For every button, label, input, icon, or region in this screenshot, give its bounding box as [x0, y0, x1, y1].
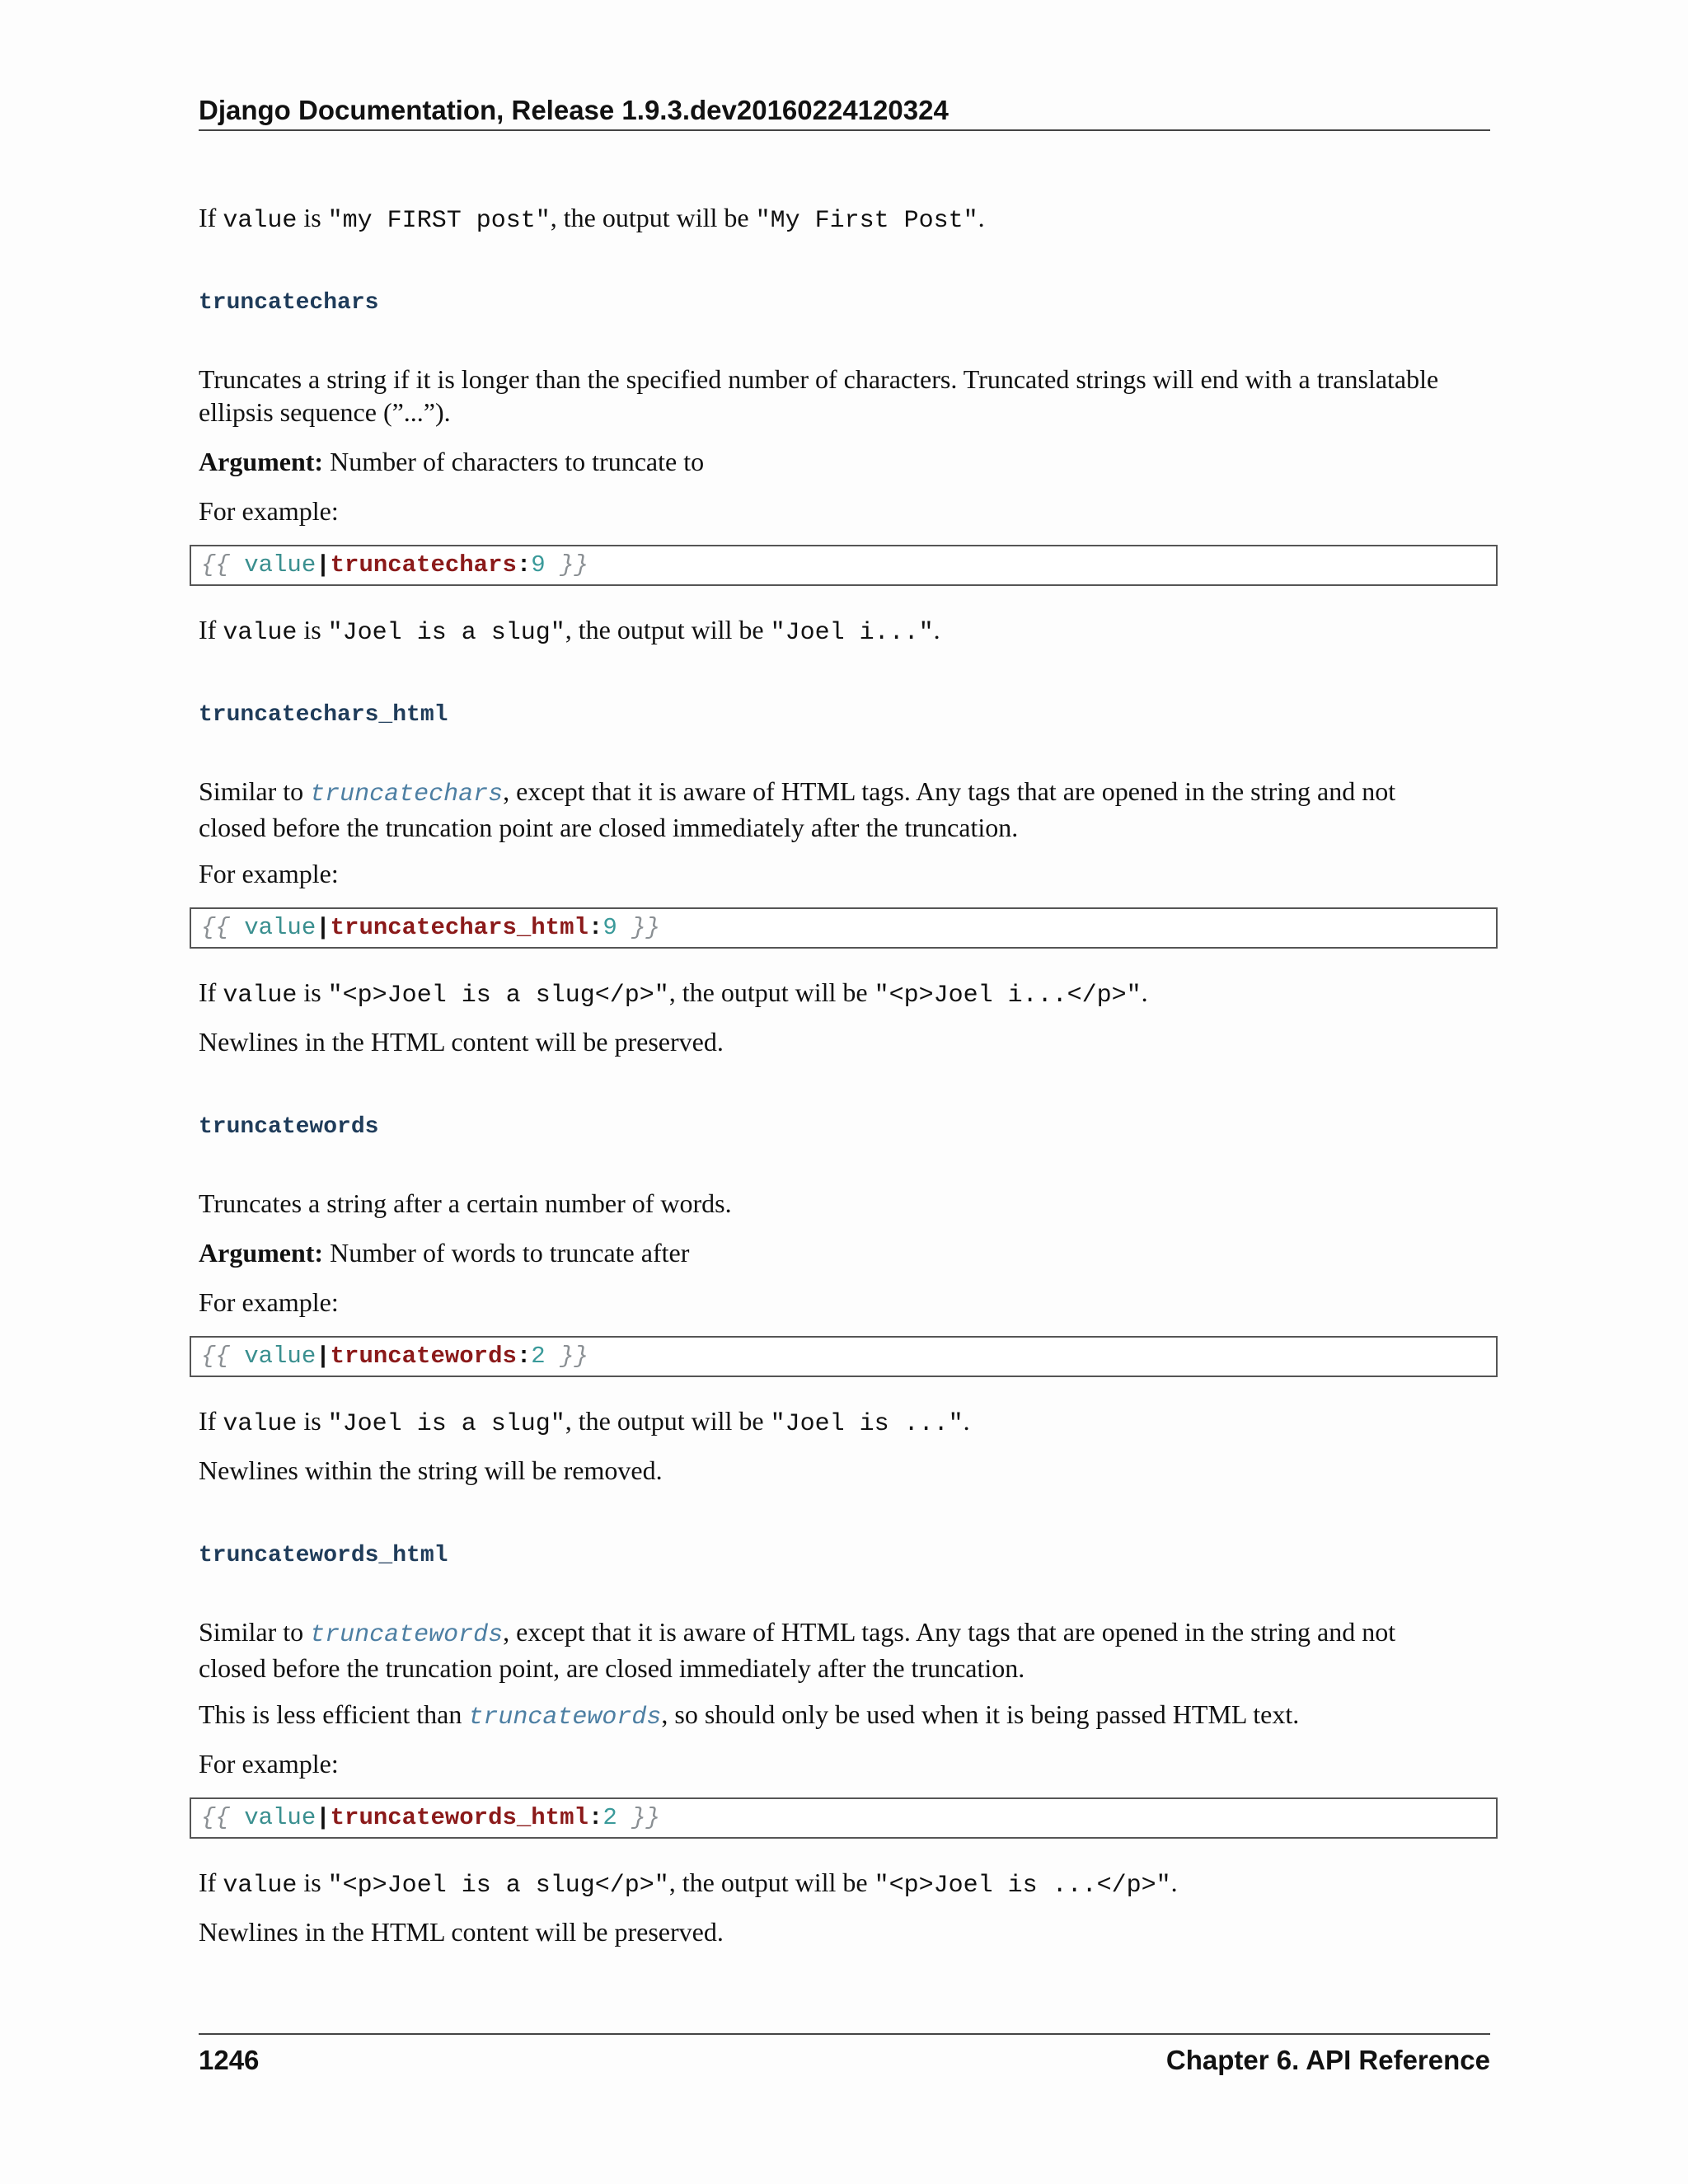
template-brace: }}: [617, 1804, 660, 1831]
code-example-truncatewords: [190, 1336, 1498, 1377]
text: , the output will be: [668, 1868, 874, 1897]
template-pipe: |: [316, 551, 331, 579]
code-literal: "<p>Joel is a slug</p>": [327, 982, 669, 1010]
template-colon: :: [588, 914, 603, 941]
text: .: [933, 615, 940, 644]
truncatewords-result: [199, 1404, 1490, 1441]
template-argument: 2: [531, 1343, 546, 1370]
text: , the output will be: [565, 1406, 771, 1436]
template-colon: :: [516, 551, 532, 579]
text: is: [297, 1868, 328, 1897]
text: is: [297, 203, 328, 232]
template-brace: {{: [201, 1343, 230, 1370]
code-literal: value: [223, 207, 298, 235]
template-filter: truncatewords: [330, 1343, 517, 1370]
code-example-truncatechars: [190, 545, 1498, 586]
code-literal: "Joel i...": [770, 619, 934, 647]
section-heading-truncatechars-html[interactable]: truncatechars_html: [199, 702, 448, 728]
template-variable: value: [229, 914, 316, 941]
text: , the output will be: [565, 615, 771, 644]
truncatewords-html-efficiency: [199, 1698, 1490, 1734]
template-pipe: |: [316, 1343, 331, 1370]
truncatewords-note: Newlines within the string will be removed.: [199, 1455, 663, 1485]
template-pipe: |: [316, 914, 331, 941]
truncatechars-html-description: [199, 775, 1490, 844]
template-filter: truncatechars: [330, 551, 517, 579]
template-brace: {{: [201, 914, 230, 941]
template-variable: value: [229, 551, 316, 579]
section-heading-truncatewords-html[interactable]: truncatewords_html: [199, 1543, 448, 1568]
text: .: [963, 1406, 970, 1436]
code-literal: value: [223, 1410, 298, 1438]
truncatewords-description: Truncates a string after a certain number of words.: [199, 1188, 732, 1218]
code-literal: "Joel is a slug": [327, 1410, 565, 1438]
text: If: [199, 615, 223, 644]
truncatechars-result: [199, 613, 1490, 649]
template-colon: :: [588, 1804, 603, 1831]
argument-text: Number of words to truncate after: [323, 1238, 690, 1268]
truncatewords-html-description: [199, 1615, 1490, 1685]
paragraph-line: closed before the truncation point are closed immediately after the truncation.: [199, 813, 1019, 842]
template-brace: }}: [545, 1343, 588, 1370]
text: , except that it is aware of HTML tags. Any tags that are opened in the string and not: [503, 1617, 1396, 1647]
example-label: For example:: [199, 859, 339, 888]
template-argument: 9: [531, 551, 546, 579]
code-literal: "<p>Joel is a slug</p>": [327, 1872, 669, 1900]
text: is: [297, 977, 328, 1007]
page-footer: [199, 2042, 1490, 2079]
code-example-truncatechars-html: [190, 907, 1498, 949]
template-variable: value: [229, 1804, 316, 1831]
page-number: 1246: [199, 2045, 260, 2075]
text: Similar to: [199, 1617, 311, 1647]
template-filter: truncatewords_html: [330, 1804, 588, 1831]
section-heading-truncatechars[interactable]: truncatechars: [199, 290, 379, 316]
code-literal: "Joel is a slug": [327, 619, 565, 647]
template-brace: {{: [201, 1804, 230, 1831]
template-filter: truncatechars_html: [330, 914, 588, 941]
code-literal: "<p>Joel is ...</p>": [874, 1872, 1171, 1900]
section-heading-truncatewords[interactable]: truncatewords: [199, 1114, 379, 1140]
truncatechars-description: [199, 363, 1490, 429]
link-truncatechars[interactable]: truncatechars: [310, 780, 504, 808]
code-literal: "My First Post": [755, 207, 978, 235]
paragraph-line: ellipsis sequence (”...”).: [199, 397, 451, 427]
argument-text: Number of characters to truncate to: [323, 447, 705, 476]
paragraph-line: Truncates a string if it is longer than the specified number of characters. Truncated strings will end with a translatable: [199, 364, 1439, 394]
link-truncatewords[interactable]: truncatewords: [468, 1704, 662, 1732]
text: If: [199, 1868, 223, 1897]
code-literal: value: [223, 1872, 298, 1900]
text: , so should only be used when it is being passed HTML text.: [661, 1699, 1300, 1729]
code-literal: value: [223, 982, 298, 1010]
truncatewords-html-result: [199, 1866, 1490, 1902]
argument-label: Argument:: [199, 1238, 324, 1268]
link-truncatewords[interactable]: truncatewords: [310, 1621, 504, 1649]
template-colon: :: [516, 1343, 532, 1370]
argument-label: Argument:: [199, 447, 324, 476]
footer-rule: [199, 2033, 1490, 2035]
running-header: Django Documentation, Release 1.9.3.dev20160224120324: [199, 92, 1490, 131]
template-brace: }}: [617, 914, 660, 941]
template-pipe: |: [316, 1804, 331, 1831]
text: is: [297, 615, 328, 644]
text: Similar to: [199, 776, 311, 806]
text: is: [297, 1406, 328, 1436]
code-literal: "Joel is ...": [770, 1410, 964, 1438]
text: This is less efficient than: [199, 1699, 469, 1729]
template-brace: {{: [201, 551, 230, 579]
paragraph-line: [199, 1615, 1490, 1652]
example-label: For example:: [199, 1287, 339, 1317]
code-literal: "my FIRST post": [327, 207, 551, 235]
template-argument: 9: [603, 914, 617, 941]
text: If: [199, 203, 223, 232]
truncatechars-html-note: Newlines in the HTML content will be preserved.: [199, 1027, 724, 1057]
code-example-truncatewords-html: [190, 1797, 1498, 1839]
text: If: [199, 977, 223, 1007]
text: , except that it is aware of HTML tags. Any tags that are opened in the string and not: [503, 776, 1396, 806]
template-brace: }}: [545, 551, 588, 579]
truncatewords-argument: [199, 1236, 1490, 1269]
text: If: [199, 1406, 223, 1436]
text: .: [1141, 977, 1148, 1007]
text: .: [1170, 1868, 1178, 1897]
title-example-sentence: [199, 201, 1490, 237]
truncatewords-html-note: Newlines in the HTML content will be preserved.: [199, 1917, 724, 1947]
code-literal: "<p>Joel i...</p>": [874, 982, 1142, 1010]
paragraph-line: [199, 775, 1490, 811]
text: , the output will be: [668, 977, 874, 1007]
template-argument: 2: [603, 1804, 617, 1831]
truncatechars-html-result: [199, 976, 1490, 1012]
text: , the output will be: [550, 203, 756, 232]
truncatechars-argument: [199, 445, 1490, 478]
template-variable: value: [229, 1343, 316, 1370]
code-literal: value: [223, 619, 298, 647]
example-label: For example:: [199, 496, 339, 526]
chapter-title: Chapter 6. API Reference: [1165, 2045, 1490, 2075]
paragraph-line: closed before the truncation point, are closed immediately after the truncation.: [199, 1653, 1025, 1683]
example-label: For example:: [199, 1749, 339, 1779]
text: .: [978, 203, 985, 232]
